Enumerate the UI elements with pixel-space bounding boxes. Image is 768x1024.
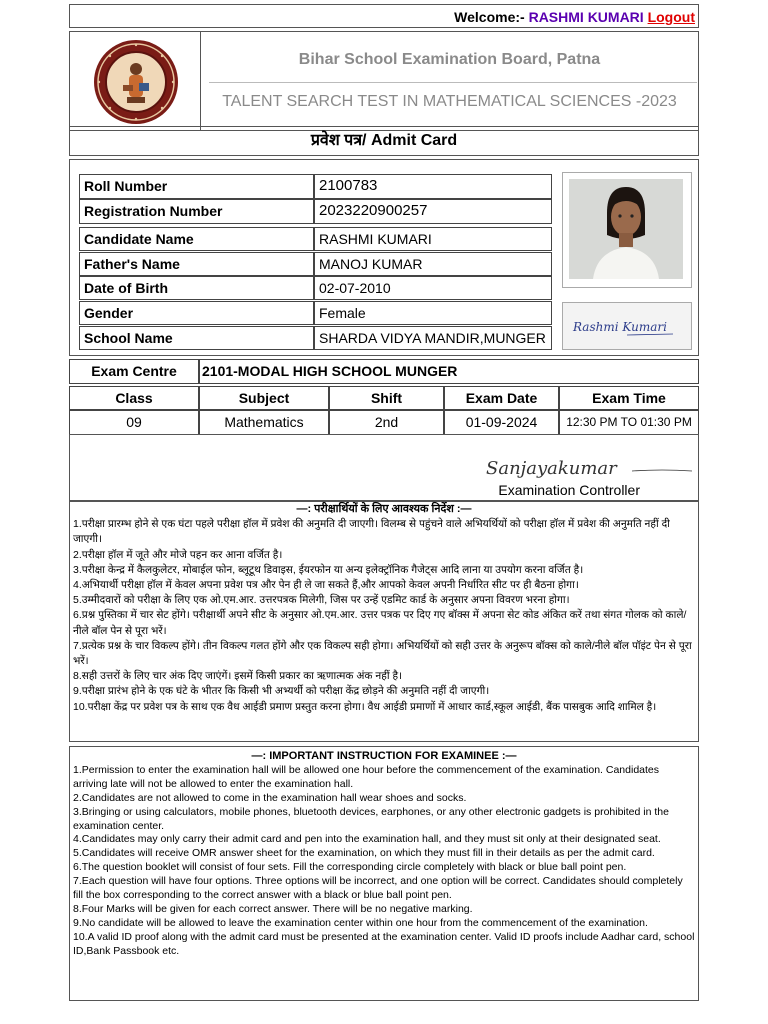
instruction-item: 10.परीक्षा केंद्र पर प्रवेश पत्र के साथ एक वैध आईडी प्रमाण प्रस्तुत करना होगा। वैध आईडी प्रमाणों में आधार कार्ड,स्कूल आईडी, बैंक पासबुक आदि शामिल है।: [73, 700, 657, 713]
candidate-photo: [562, 172, 692, 288]
instruction-item: 3.परीक्षा केन्द्र में कैलकुलेटर, मोबाईल फोन, ब्लूटूथ डिवाइस, ईयरफोन या अन्य इलेक्ट्रॉनिक गैजेट्स आदि लाना या उपयोग करना वर्जित है।: [73, 563, 584, 576]
instruction-item: 4.अभियार्थी परीक्षा हॉल में केवल अपना प्रवेश पत्र और पेन ही ले जा सकते हैं,और आपको केवल अपनी निर्धारित सीट पर ही बैठना होगा।: [73, 579, 579, 592]
exam-centre-value: 2101-MODAL HIGH SCHOOL MUNGER: [199, 359, 699, 384]
detail-value: 2100783: [314, 174, 552, 199]
instruction-item: 8.सही उत्तरों के लिए चार अंक दिए जाएंगें। इसमें किसी प्रकार का ऋणात्मक अंक नहीं है।: [73, 670, 403, 683]
controller-label: Examination Controller: [498, 482, 640, 498]
welcome-label: Welcome:-: [454, 9, 525, 25]
user-name: RASHMI KUMARI: [528, 9, 644, 25]
board-header: [69, 31, 699, 131]
candidate-signature: [562, 302, 692, 350]
exam-header-cell: Subject: [199, 386, 329, 410]
bseb-seal-icon: [93, 39, 179, 125]
admit-card: [69, 4, 699, 1003]
candidate-signature-image: [563, 303, 689, 347]
exam-value-cell: 09: [69, 410, 199, 435]
detail-label: School Name: [79, 326, 314, 350]
instruction-item: 10.A valid ID proof along with the admit card must be presented at the examination center. Valid ID proofs include Aadhar card, school ID,Bank Passbook etc.: [73, 930, 695, 957]
detail-value: SHARDA VIDYA MANDIR,MUNGER: [314, 326, 552, 350]
instruction-item: 6.The question booklet will consist of four sets. Fill the corresponding circle completely with black or blue ball point pen.: [73, 861, 627, 874]
exam-value-cell: Mathematics: [199, 410, 329, 435]
instruction-item: 2.परीक्षा हॉल में जूते और मोजे पहन कर आना वर्जित है।: [73, 548, 283, 561]
exam-centre-label: Exam Centre: [69, 359, 199, 384]
instruction-item: 4.Candidates may only carry their admit card and pen into the examination hall, and they must sit only at their designated seat.: [73, 833, 661, 846]
detail-value: 02-07-2010: [314, 276, 552, 300]
exam-value-cell: 12:30 PM TO 01:30 PM: [559, 410, 699, 435]
instruction-item: 8.Four Marks will be given for each correct answer. There will be no negative marking.: [73, 902, 473, 915]
instruction-item: 7.प्रत्येक प्रश्न के चार विकल्प होंगे। तीन विकल्प गलत होंगे और एक विकल्प सही होगा। अभियर्थियों को सही उत्तर के अनुरूप बॉक्स को काले/नीले बॉल पॉइंट पेन से पूरा भरें।: [73, 639, 692, 668]
instruction-item: 7.Each question will have four options. Three options will be incorrect, and one option will be correct. Candidates should completely fill the box corresponding to the correct answer with a black or blue ball point pen.: [73, 875, 683, 902]
detail-value: RASHMI KUMARI: [314, 227, 552, 251]
detail-label: Gender: [79, 301, 314, 325]
test-name: TALENT SEARCH TEST IN MATHEMATICAL SCIENCES -2023: [222, 93, 677, 110]
admit-card-title: प्रवेश पत्र/ Admit Card: [69, 126, 699, 156]
detail-label: Date of Birth: [79, 276, 314, 300]
detail-value: MANOJ KUMAR: [314, 252, 552, 276]
logo-cell: [70, 32, 201, 130]
instruction-item: 6.प्रश्न पुस्तिका में चार सेट होंगे। परीक्षार्थी अपने सीट के अनुसार ओ.एम.आर. उत्तर पत्रक पर दिए गए बॉक्स में अपना सेट कोड अंकित करें तथा संगत गोलक को काले/नीले बॉल पेन से पूरा भरें।: [73, 609, 687, 637]
detail-label: Candidate Name: [79, 227, 314, 251]
exam-value-cell: 2nd: [329, 410, 444, 435]
exam-header-cell: Shift: [329, 386, 444, 410]
detail-label: Father's Name: [79, 252, 314, 276]
candidate-photo-image: [563, 173, 689, 285]
exam-header-cell: Exam Date: [444, 386, 559, 410]
detail-value: Female: [314, 301, 552, 325]
instruction-item: 9.No candidate will be allowed to leave the examination center within one hour from the commencement of the examination.: [73, 916, 648, 929]
instructions-english: [69, 746, 699, 1001]
board-name: Bihar School Examination Board, Patna: [298, 51, 601, 68]
detail-value: 2023220900257: [314, 199, 552, 224]
detail-label: Registration Number: [79, 199, 314, 224]
svg-text:Rashmi Kumari: Rashmi Kumari: [573, 320, 667, 334]
exam-header-cell: Exam Time: [559, 386, 699, 410]
instruction-item: 1.Permission to enter the examination hall will be allowed one hour before the commencement of the examination. Candidates arriving late will not be allowed to enter the examination hall.: [73, 763, 660, 790]
logout-link[interactable]: Logout: [647, 9, 695, 25]
controller-section: [69, 434, 699, 501]
instruction-item: 9.परीक्षा प्रारंभ होने के एक घंटे के भीतर कि किसी भी अभ्यर्थी को परीक्षा केंद्र छोड़ने की अनुमति नहीं दी जाएगी।: [73, 685, 490, 698]
exam-value-cell: 01-09-2024: [444, 410, 559, 435]
detail-label: Roll Number: [79, 174, 314, 199]
instruction-item: 3.Bringing or using calculators, mobile phones, bluetooth devices, earphones, or any other electronic gadgets is prohibited in the examination center.: [73, 805, 669, 832]
instructions-english-heading: —: IMPORTANT INSTRUCTION FOR EXAMINEE :—: [251, 750, 517, 762]
instructions-hindi-heading: —: परीक्षार्थियों के लिए आवश्यक निर्देश :—: [296, 503, 472, 515]
svg-text:Sanjayakumar: Sanjayakumar: [486, 458, 617, 479]
instruction-item: 1.परीक्षा प्रारम्भ होने से एक घंटा पहले परीक्षा हॉल में प्रवेश की अनुमति दी जाएगी। विलम्ब से पहुंचने वाले अभियर्थियों को परीक्षा हॉल में प्रवेश की अनुमति नहीं दी जाएगी।: [73, 518, 670, 546]
instruction-item: 5.उम्मीदवारों को परीक्षा के लिए एक ओ.एम.आर. उत्तरपत्रक मिलेगी, जिस पर उन्हें एडमिट कार्ड के अनुसार अपना विवरण भरना होगा।: [73, 594, 570, 607]
exam-header-cell: Class: [69, 386, 199, 410]
instructions-hindi: [69, 501, 699, 742]
instruction-item: 2.Candidates are not allowed to come in the examination hall wear shoes and socks.: [73, 791, 467, 804]
candidate-details: [69, 159, 699, 356]
controller-signature-image: [482, 447, 697, 483]
instruction-item: 5.Candidates will receive OMR answer sheet for the examination, on which they must fill in their details as per the admit card.: [73, 847, 655, 860]
welcome-bar: [69, 4, 699, 28]
